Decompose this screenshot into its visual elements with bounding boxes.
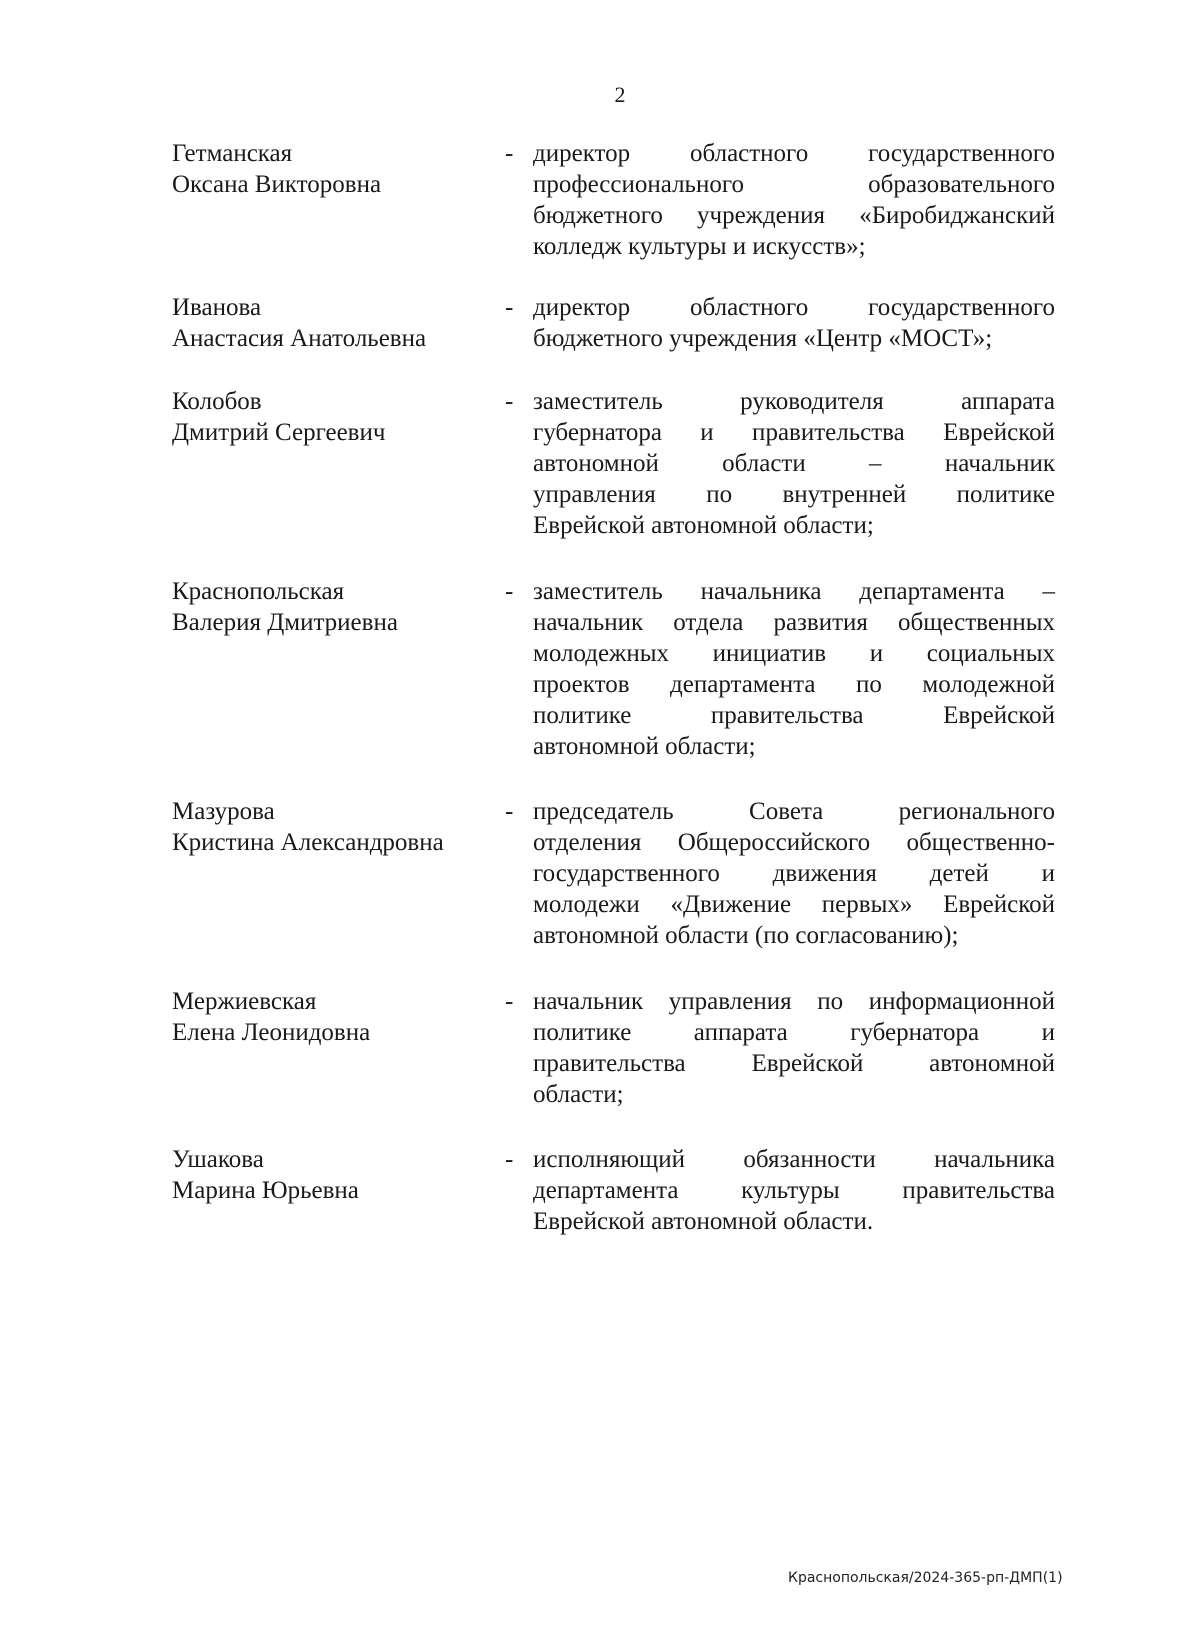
member-surname: Ушакова <box>172 1146 264 1173</box>
member-given-names: Марина Юрьевна <box>172 1177 359 1204</box>
position-line: автономной области – начальник <box>533 450 1055 477</box>
position-line: бюджетного учреждения «Биробиджанский <box>533 202 1055 229</box>
position-line: бюджетного учреждения «Центр «МОСТ»; <box>533 325 993 352</box>
position-line: правительства Еврейской автономной <box>533 1050 1055 1077</box>
position-line: исполняющий обязанности начальника <box>533 1146 1055 1173</box>
position-line: Еврейской автономной области; <box>533 512 874 539</box>
separator-dash: - <box>505 294 514 321</box>
member-position <box>533 986 1055 1110</box>
position-line: проектов департамента по молодежной <box>533 671 1055 698</box>
member-given-names: Елена Леонидовна <box>172 1019 371 1046</box>
member-position <box>533 1144 1055 1237</box>
member-position <box>533 386 1055 541</box>
position-line: директор областного государственного <box>533 294 1055 321</box>
position-line: начальник отдела развития общественных <box>533 609 1055 636</box>
member-position <box>533 576 1055 762</box>
member-name <box>172 1144 492 1206</box>
position-line: заместитель начальника департамента – <box>533 578 1055 605</box>
position-line: департамента культуры правительства <box>533 1177 1055 1204</box>
position-line: Еврейской автономной области. <box>533 1208 874 1235</box>
member-surname: Иванова <box>172 294 262 321</box>
position-line: управления по внутренней политике <box>533 481 1055 508</box>
member-given-names: Дмитрий Сергеевич <box>172 419 386 446</box>
member-surname: Гетманская <box>172 140 293 167</box>
member-name <box>172 986 492 1048</box>
member-surname: Колобов <box>172 388 262 415</box>
separator-dash: - <box>505 798 514 825</box>
member-name <box>172 138 492 200</box>
separator-dash: - <box>505 1146 514 1173</box>
separator-dash: - <box>505 988 514 1015</box>
position-line: политике правительства Еврейской <box>533 702 1055 729</box>
position-line: председатель Совета регионального <box>533 798 1055 825</box>
position-line: области; <box>533 1081 624 1108</box>
separator-dash: - <box>505 388 514 415</box>
position-line: отделения Общероссийского общественно- <box>533 829 1055 856</box>
member-position <box>533 796 1055 951</box>
position-line: молодежных инициатив и социальных <box>533 640 1055 667</box>
member-given-names: Кристина Александровна <box>172 829 444 856</box>
position-line: начальник управления по информационной <box>533 988 1055 1015</box>
member-given-names: Валерия Дмитриевна <box>172 609 398 636</box>
member-surname: Мержиевская <box>172 988 317 1015</box>
member-position <box>533 138 1055 262</box>
member-given-names: Анастасия Анатольевна <box>172 325 427 352</box>
member-position <box>533 292 1055 354</box>
position-line: автономной области (по согласованию); <box>533 922 959 949</box>
member-name <box>172 796 492 858</box>
position-line: автономной области; <box>533 733 756 760</box>
position-line: политике аппарата губернатора и <box>533 1019 1055 1046</box>
member-name <box>172 576 492 638</box>
member-surname: Краснопольская <box>172 578 345 605</box>
member-given-names: Оксана Викторовна <box>172 171 382 198</box>
position-line: профессионального образовательного <box>533 171 1055 198</box>
member-surname: Мазурова <box>172 798 275 825</box>
position-line: колледж культуры и искусств»; <box>533 233 866 260</box>
document-reference-footer: Краснопольская/2024-365-рп-ДМП(1) <box>788 1570 1063 1586</box>
member-name <box>172 386 492 448</box>
position-line: государственного движения детей и <box>533 860 1055 887</box>
page-number: 2 <box>614 82 626 107</box>
position-line: молодежи «Движение первых» Еврейской <box>533 891 1055 918</box>
position-line: директор областного государственного <box>533 140 1055 167</box>
separator-dash: - <box>505 140 514 167</box>
separator-dash: - <box>505 578 514 605</box>
position-line: заместитель руководителя аппарата <box>533 388 1055 415</box>
member-name <box>172 292 492 354</box>
position-line: губернатора и правительства Еврейской <box>533 419 1055 446</box>
